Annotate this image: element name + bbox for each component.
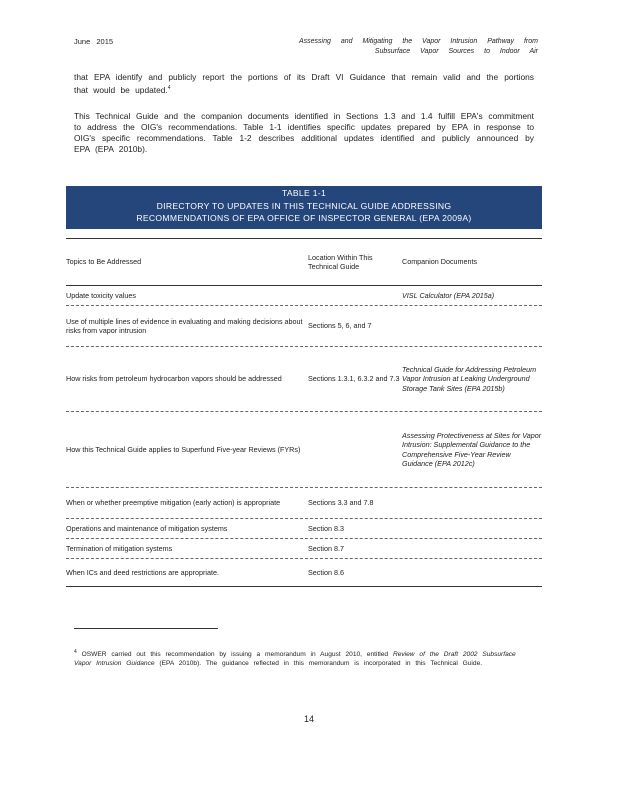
row-location: Sections 1.3.1, 6.3.2 and 7.3 bbox=[308, 374, 400, 384]
paragraph-1 bbox=[74, 72, 534, 96]
row-location bbox=[308, 286, 402, 305]
footnote-mark: 4 bbox=[74, 649, 77, 655]
row-topic: Update toxicity values bbox=[66, 290, 136, 300]
row-location: Section 8.7 bbox=[308, 543, 344, 553]
table-row bbox=[66, 519, 542, 539]
row-location: Sections 3.3 and 7.8 bbox=[308, 498, 374, 508]
table-title-line3: RECOMMENDATIONS OF EPA OFFICE OF INSPECTOR GENERAL (EPA 2009A) bbox=[136, 213, 472, 223]
header-title-line1: Assessing and Mitigating the Vapor Intrusion Pathway from bbox=[298, 38, 538, 45]
row-companion: Assessing Protectiveness at Sites for Vapor Intrusion: Supplemental Guidance to the Comprehensive Five-Year Review Guidance (EPA 2012c) bbox=[402, 430, 542, 468]
paragraph-2: This Technical Guide and the companion documents identified in Sections 1.3 and 1.4 fulfill EPA's commitment to address the OIG's recommendations. Table 1-1 identifies specific updates prepared by EPA in response to OIG's specific recommendations. Table 1-2 describes additional updates identified and publicly announced by EPA (EPA 2010b). bbox=[74, 111, 534, 154]
table-title-line2: DIRECTORY TO UPDATES IN THIS TECHNICAL GUIDE ADDRESSING bbox=[156, 200, 452, 211]
header-title bbox=[299, 37, 538, 57]
row-topic: When ICs and deed restrictions are appropriate. bbox=[66, 567, 220, 577]
paragraph-1-text: that EPA identify and publicly report the portions of its Draft VI Guidance that remain valid and the portions that would be updated. bbox=[74, 72, 534, 95]
column-header-location: Location Within This Technical Guide bbox=[308, 252, 373, 271]
row-topic: Operations and maintenance of mitigation systems bbox=[66, 523, 228, 533]
row-location: Sections 5, 6, and 7 bbox=[308, 321, 372, 331]
table-row bbox=[66, 488, 542, 519]
table-title bbox=[66, 186, 542, 229]
row-location: Section 8.3 bbox=[308, 523, 344, 533]
updates-table bbox=[66, 238, 542, 587]
footnote-text-a: OSWER carried out this recommendation by issuing a memorandum in August 2010, entitled bbox=[81, 651, 389, 659]
header-date: June 2015 bbox=[74, 37, 114, 46]
footnote-doc-title: Review of the Draft 2002 Subsurface Vapor Intrusion Guidance bbox=[74, 651, 516, 668]
column-header-companion: Companion Documents bbox=[402, 257, 478, 267]
column-header-topic: Topics to Be Addressed bbox=[66, 257, 142, 267]
row-companion bbox=[402, 488, 542, 518]
footnote-text-b: (EPA 2010b). The guidance reflected in this memorandum is incorporated in this Technical Guide. bbox=[159, 660, 483, 668]
row-topic: How this Technical Guide applies to Superfund Five-year Reviews (FYRs) bbox=[66, 444, 301, 454]
table-row bbox=[66, 347, 542, 412]
row-companion bbox=[402, 519, 542, 538]
row-companion: Technical Guide for Addressing Petroleum Vapor Intrusion at Leaking Underground Storage Tank Sites (EPA 2015b) bbox=[402, 364, 537, 393]
footnote bbox=[74, 648, 534, 668]
table-row bbox=[66, 306, 542, 347]
page-number: 14 bbox=[303, 714, 314, 724]
header-title-line2: Subsurface Vapor Sources to Indoor Air bbox=[374, 48, 538, 55]
row-topic: Use of multiple lines of evidence in evaluating and making decisions about risks from vapor intrusion bbox=[66, 316, 303, 335]
row-companion bbox=[402, 539, 542, 558]
table-row bbox=[66, 412, 542, 488]
row-companion: VISL Calculator (EPA 2015a) bbox=[402, 290, 495, 300]
row-topic: When or whether preemptive mitigation (early action) is appropriate bbox=[66, 498, 281, 508]
row-topic: How risks from petroleum hydrocarbon vapors should be addressed bbox=[66, 374, 282, 384]
row-location bbox=[308, 412, 402, 487]
row-companion bbox=[402, 306, 542, 346]
footnote-ref[interactable]: 4 bbox=[167, 85, 171, 91]
row-topic: Termination of mitigation systems bbox=[66, 543, 173, 553]
row-companion bbox=[402, 559, 542, 586]
table-title-line1: TABLE 1-1 bbox=[281, 188, 327, 198]
table-header-row bbox=[66, 239, 542, 286]
row-location: Section 8.6 bbox=[308, 567, 344, 577]
footnote-divider bbox=[74, 628, 218, 629]
table-row bbox=[66, 286, 542, 306]
table-row bbox=[66, 539, 542, 559]
table-row bbox=[66, 559, 542, 587]
